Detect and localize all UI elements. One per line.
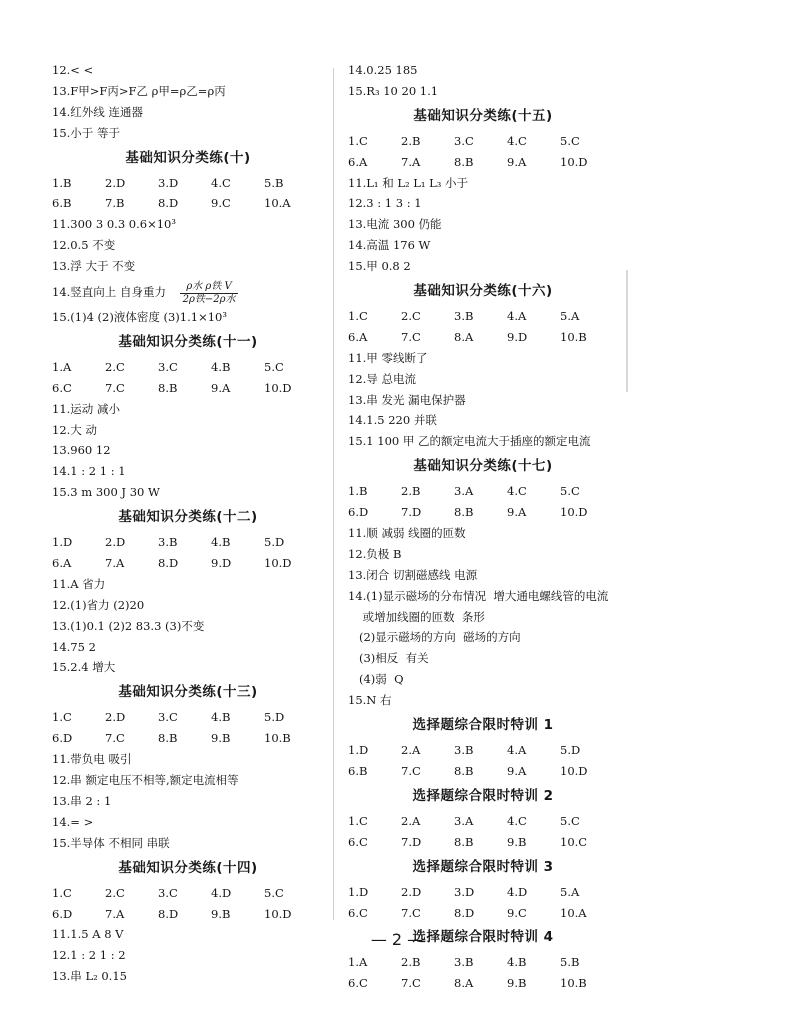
mc-row [52, 707, 324, 728]
mc-answer: 10.C [560, 834, 588, 849]
answer-line: (2)显示磁场的方向 磁场的方向 [348, 630, 521, 645]
section-title: 基础知识分类练(十五) [413, 107, 553, 124]
answer-line: 13.(1)0.1 (2)2 83.3 (3)不变 [52, 618, 205, 633]
mc-answer: 2.B [401, 133, 421, 148]
mc-answer: 9.A [507, 505, 527, 520]
mc-answer: 4.D [507, 884, 528, 899]
mc-answer: 4.C [507, 813, 527, 828]
mc-answer: 4.B [507, 955, 527, 970]
answer-line: 15.甲 0.8 2 [348, 259, 411, 274]
answer-line: (3)相反 有关 [348, 651, 429, 666]
mc-row [52, 883, 324, 904]
mc-row [52, 357, 324, 378]
section-title: 基础知识分类练(十七) [413, 458, 553, 475]
mc-answer: 8.D [158, 906, 179, 921]
mc-answer: 9.B [507, 834, 527, 849]
mc-answer: 6.D [52, 731, 73, 746]
mc-answer: 6.A [52, 556, 72, 571]
mc-answer: 9.B [211, 906, 231, 921]
mc-answer: 8.B [454, 763, 474, 778]
mc-answer: 4.A [507, 743, 527, 758]
mc-answer: 2.A [401, 813, 421, 828]
mc-answer: 3.C [158, 710, 178, 725]
mc-answer: 7.A [401, 154, 421, 169]
answer-line: 14.= > [52, 814, 94, 829]
mc-row [348, 973, 618, 994]
mc-answer: 7.D [401, 505, 422, 520]
mc-answer: 4.B [211, 359, 231, 374]
section-title: 基础知识分类练(十二) [118, 509, 258, 526]
answer-line-with-fraction [52, 277, 324, 307]
mc-row [348, 882, 618, 903]
mc-answer: 5.C [264, 359, 284, 374]
mc-row [348, 903, 618, 924]
mc-row [348, 131, 618, 152]
answer-line: 12.1 : 2 1 : 2 [52, 948, 126, 963]
mc-answer: 2.D [105, 175, 126, 190]
mc-answer: 5.B [264, 175, 284, 190]
mc-row [348, 502, 618, 523]
mc-answer: 6.B [52, 196, 72, 211]
mc-answer: 6.C [348, 976, 368, 991]
mc-answer: 5.C [264, 885, 284, 900]
mc-answer: 3.B [454, 743, 474, 758]
mc-answer: 2.B [401, 955, 421, 970]
mc-answer: 7.C [401, 763, 421, 778]
answer-line: 13.浮 大于 不变 [52, 259, 136, 274]
scan-margin-mark [626, 270, 628, 392]
mc-answer: 7.C [105, 380, 125, 395]
answer-line: 15.1 100 甲 乙的额定电流大于插座的额定电流 [348, 434, 591, 449]
answer-line: 15.(1)4 (2)液体密度 (3)1.1×10³ [52, 310, 227, 325]
mc-row [348, 952, 618, 973]
answer-line: 12.0.5 不变 [52, 238, 116, 253]
mc-answer: 2.C [105, 359, 125, 374]
mc-answer: 8.B [454, 505, 474, 520]
mc-answer: 8.D [158, 196, 179, 211]
mc-answer: 8.B [454, 834, 474, 849]
mc-answer: 9.D [211, 556, 232, 571]
mc-answer: 2.B [401, 484, 421, 499]
mc-answer: 8.B [454, 154, 474, 169]
mc-answer: 5.D [560, 743, 581, 758]
mc-answer: 5.B [560, 955, 580, 970]
mc-answer: 4.C [507, 484, 527, 499]
mc-answer: 7.C [401, 976, 421, 991]
mc-answer: 7.A [105, 906, 125, 921]
right-column [348, 60, 618, 994]
answer-line: 15.半导体 不相同 串联 [52, 835, 170, 850]
mc-answer: 10.D [560, 154, 588, 169]
mc-row [52, 193, 324, 214]
mc-row [52, 728, 324, 749]
mc-answer: 9.D [507, 329, 528, 344]
answer-line: 11.顺 减弱 线圈的匝数 [348, 526, 466, 541]
mc-answer: 9.B [211, 731, 231, 746]
answer-line: 13.闭合 切割磁感线 电源 [348, 567, 478, 582]
page-number: — 2 — [370, 930, 424, 949]
answer-line: 11.L₁ 和 L₂ L₁ L₃ 小于 [348, 175, 469, 190]
section-title: 选择题综合限时特训 3 [412, 858, 554, 875]
section-title: 选择题综合限时特训 1 [412, 717, 554, 734]
answer-line: 12.< < [52, 63, 94, 77]
mc-answer: 5.A [560, 884, 580, 899]
mc-answer: 7.A [105, 556, 125, 571]
answer-line: 14.1 : 2 1 : 1 [52, 464, 126, 479]
answer-line: 12.3 : 1 3 : 1 [348, 196, 422, 211]
column-divider [333, 68, 334, 920]
mc-answer: 6.D [52, 906, 73, 921]
mc-answer: 6.C [52, 380, 72, 395]
fraction-denominator: 2ρ铁−2ρ水 [182, 293, 236, 305]
mc-answer: 3.D [454, 884, 475, 899]
answer-line: 13.F甲>F丙>F乙 ρ甲=ρ乙=ρ丙 [52, 83, 226, 98]
mc-answer: 3.C [454, 133, 474, 148]
left-column [52, 60, 324, 987]
mc-answer: 1.A [348, 955, 368, 970]
mc-answer: 3.C [158, 359, 178, 374]
mc-answer: 6.A [348, 329, 368, 344]
mc-answer: 1.C [52, 885, 72, 900]
mc-answer: 5.C [560, 133, 580, 148]
answer-line: 14.高温 176 W [348, 238, 431, 253]
mc-answer: 1.D [348, 884, 369, 899]
answer-line: 13.960 12 [52, 443, 111, 458]
answer-line: 12.(1)省力 (2)20 [52, 597, 145, 612]
mc-answer: 10.B [560, 976, 587, 991]
mc-answer: 3.B [454, 309, 474, 324]
answer-line: 12.负极 B [348, 546, 402, 561]
mc-row [348, 481, 618, 502]
answer-line: 12.串 额定电压不相等,额定电流相等 [52, 773, 239, 788]
mc-answer: 7.B [105, 196, 125, 211]
mc-answer: 5.C [560, 813, 580, 828]
section-title: 基础知识分类练(十) [125, 149, 251, 166]
mc-answer: 10.D [264, 906, 292, 921]
answer-line: 14.1.5 220 并联 [348, 413, 437, 428]
mc-answer: 5.D [264, 710, 285, 725]
answer-line: 14.红外线 连通器 [52, 104, 143, 119]
mc-answer: 2.D [105, 710, 126, 725]
mc-answer: 8.B [158, 380, 178, 395]
mc-answer: 4.B [211, 535, 231, 550]
mc-answer: 9.B [507, 976, 527, 991]
mc-answer: 10.D [264, 380, 292, 395]
mc-answer: 1.D [348, 743, 369, 758]
mc-answer: 1.B [348, 484, 368, 499]
answer-line: 13.串 L₂ 0.15 [52, 969, 127, 984]
mc-answer: 9.C [507, 905, 527, 920]
mc-answer: 10.D [560, 505, 588, 520]
mc-answer: 9.C [211, 196, 231, 211]
mc-answer: 10.A [560, 905, 587, 920]
mc-answer: 1.C [348, 133, 368, 148]
mc-answer: 6.D [348, 505, 369, 520]
mc-answer: 4.D [211, 885, 232, 900]
section-title: 基础知识分类练(十三) [118, 684, 258, 701]
mc-answer: 10.D [560, 763, 588, 778]
mc-answer: 3.C [158, 885, 178, 900]
answer-line: 15.3 m 300 J 30 W [52, 485, 160, 500]
mc-row [52, 378, 324, 399]
answer-line: (4)弱 Q [348, 672, 404, 687]
section-title: 基础知识分类练(十四) [118, 859, 258, 876]
mc-row [348, 152, 618, 173]
mc-answer: 8.A [454, 976, 474, 991]
mc-row [348, 740, 618, 761]
mc-answer: 1.D [52, 535, 73, 550]
mc-answer: 7.C [401, 905, 421, 920]
mc-answer: 6.A [348, 154, 368, 169]
mc-answer: 2.A [401, 743, 421, 758]
mc-row [52, 532, 324, 553]
mc-row [348, 761, 618, 782]
answer-line: 15.N 右 [348, 693, 392, 708]
mc-row [348, 811, 618, 832]
answer-line: 12.导 总电流 [348, 371, 416, 386]
mc-answer: 4.B [211, 710, 231, 725]
mc-answer: 3.B [454, 955, 474, 970]
mc-answer: 9.A [211, 380, 231, 395]
mc-answer: 3.A [454, 813, 474, 828]
mc-row [348, 327, 618, 348]
mc-answer: 2.C [401, 309, 421, 324]
mc-row [52, 173, 324, 194]
answer-line: 14.75 2 [52, 639, 96, 654]
answer-line: 11.1.5 A 8 V [52, 927, 124, 942]
mc-answer: 1.C [52, 710, 72, 725]
answer-line: 12.大 动 [52, 422, 97, 437]
mc-answer: 2.D [105, 535, 126, 550]
fraction-numerator: ρ水 ρ铁 V [180, 281, 239, 294]
answer-line: 15.小于 等于 [52, 125, 120, 140]
answer-line: 14.(1)显示磁场的分布情况 增大通电螺线管的电流 [348, 588, 609, 603]
section-title: 基础知识分类练(十一) [118, 333, 258, 350]
mc-answer: 7.D [401, 834, 422, 849]
fraction [180, 281, 239, 306]
mc-answer: 8.D [454, 905, 475, 920]
answer-line: 14.0.25 185 [348, 63, 418, 77]
mc-answer: 4.A [507, 309, 527, 324]
mc-answer: 8.A [454, 329, 474, 344]
answer-line: 15.R₃ 10 20 1.1 [348, 83, 439, 98]
mc-answer: 6.C [348, 834, 368, 849]
mc-answer: 7.C [401, 329, 421, 344]
mc-answer: 3.B [158, 535, 178, 550]
mc-answer: 1.A [52, 359, 72, 374]
answer-line: 11.300 3 0.3 0.6×10³ [52, 217, 176, 232]
mc-row [52, 904, 324, 925]
mc-answer: 8.B [158, 731, 178, 746]
mc-answer: 9.A [507, 154, 527, 169]
mc-answer: 2.C [105, 885, 125, 900]
mc-row [348, 832, 618, 853]
mc-answer: 10.B [560, 329, 587, 344]
mc-answer: 10.D [264, 556, 292, 571]
answer-line: 13.串 发光 漏电保护器 [348, 392, 466, 407]
answer-line: 11.甲 零线断了 [348, 350, 428, 365]
mc-answer: 7.C [105, 731, 125, 746]
answer-text: 14.竖直向上 自身重力 [52, 285, 166, 300]
answer-line: 15.2.4 增大 [52, 660, 116, 675]
mc-answer: 9.A [507, 763, 527, 778]
mc-row [348, 306, 618, 327]
mc-answer: 4.C [211, 175, 231, 190]
answer-line: 11.运动 减小 [52, 401, 120, 416]
mc-answer: 2.D [401, 884, 422, 899]
answer-line: 11.带负电 吸引 [52, 752, 132, 767]
mc-answer: 5.A [560, 309, 580, 324]
section-title: 选择题综合限时特训 4 [412, 929, 554, 946]
mc-answer: 10.A [264, 196, 291, 211]
mc-answer: 3.A [454, 484, 474, 499]
section-title: 基础知识分类练(十六) [413, 283, 553, 300]
mc-answer: 4.C [507, 133, 527, 148]
mc-answer: 5.C [560, 484, 580, 499]
mc-answer: 6.C [348, 905, 368, 920]
mc-answer: 1.C [348, 813, 368, 828]
mc-answer: 8.D [158, 556, 179, 571]
mc-answer: 5.D [264, 535, 285, 550]
mc-answer: 1.C [348, 309, 368, 324]
answer-line: 或增加线圈的匝数 条形 [348, 609, 485, 624]
answer-line: 13.串 2 : 1 [52, 793, 112, 808]
mc-answer: 10.B [264, 731, 291, 746]
answer-line: 13.电流 300 仍能 [348, 217, 442, 232]
section-title: 选择题综合限时特训 2 [412, 787, 554, 804]
mc-answer: 6.B [348, 763, 368, 778]
mc-answer: 3.D [158, 175, 179, 190]
answer-line: 11.A 省力 [52, 576, 106, 591]
mc-answer: 1.B [52, 175, 72, 190]
mc-row [52, 553, 324, 574]
